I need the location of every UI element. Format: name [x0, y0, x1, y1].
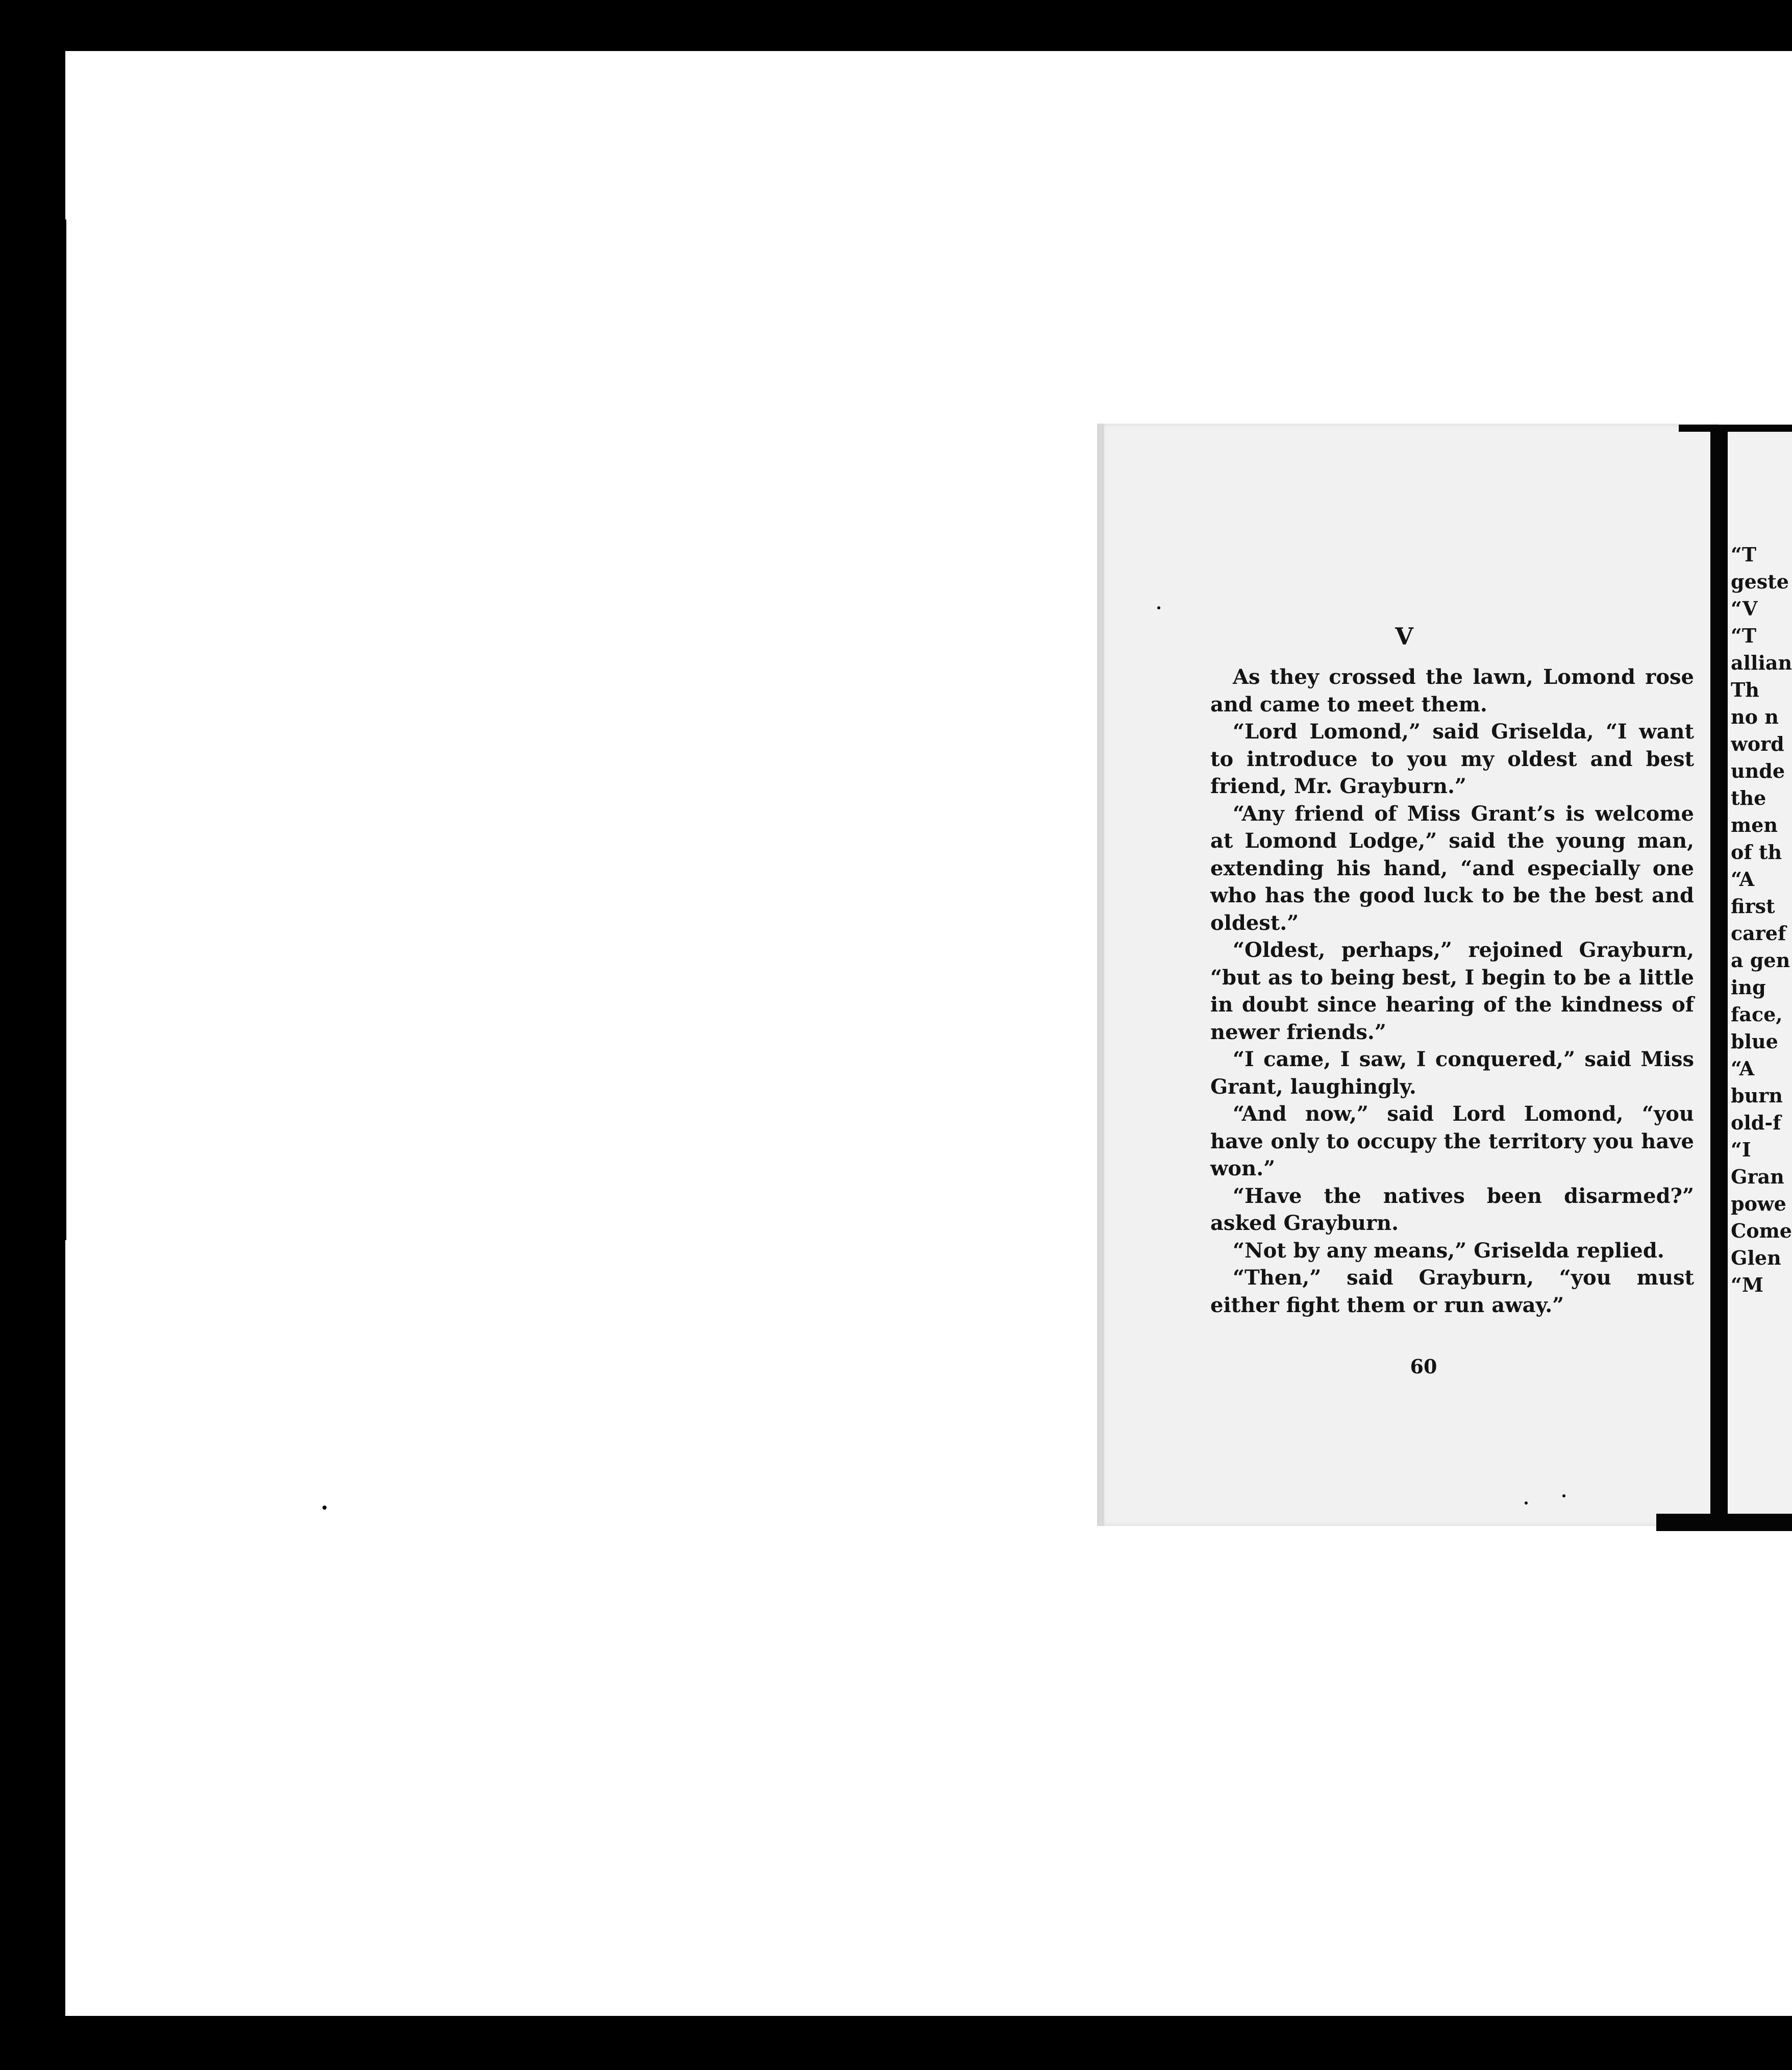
text-fragment: geste: [1731, 570, 1789, 593]
text-fragment: Glen: [1731, 1246, 1781, 1269]
text-fragment: unde: [1731, 759, 1785, 782]
paragraph: As they crossed the lawn, Lomond rose and came to meet them.: [1210, 665, 1694, 717]
paragraph: “And now,” said Lord Lomond, “you have only to occupy the territory you have won.”: [1210, 1102, 1694, 1180]
text-fragment: “V: [1731, 597, 1758, 620]
paragraph: “Any friend of Miss Grant’s is welcome at Lomond Lodge,” said the young man, extending his hand, “and especially one who has the good luck to be the best and oldest.”: [1210, 801, 1694, 935]
text-fragment: “T: [1731, 543, 1757, 566]
text-fragment: caref: [1731, 922, 1786, 945]
page-number: 60: [1410, 1355, 1437, 1378]
text-fragment: ing: [1731, 976, 1766, 999]
text-fragment: blue: [1731, 1030, 1778, 1053]
text-fragment: “I: [1731, 1138, 1751, 1161]
text-fragment: powe: [1731, 1192, 1786, 1215]
scan-speck: [322, 1506, 327, 1510]
scan-border-bottom: [0, 2016, 1792, 2041]
paragraph: “Oldest, perhaps,” rejoined Grayburn, “but as to being best, I begin to be a little in doubt since hearing of the kindness of newer friends.”: [1210, 938, 1694, 1044]
text-fragment: old-f: [1731, 1111, 1781, 1134]
text-fragment: Come: [1731, 1219, 1792, 1242]
paragraph: “Then,” said Grayburn, “you must either fight them or run away.”: [1210, 1266, 1694, 1317]
text-fragment: a gen: [1731, 949, 1790, 972]
text-fragment: first: [1731, 895, 1775, 918]
right-page-text: [1731, 541, 1792, 1298]
text-fragment: “M: [1731, 1273, 1763, 1296]
scan-speck: [1157, 606, 1160, 609]
chapter-heading: V: [1395, 623, 1413, 650]
left-page-text: [1210, 663, 1694, 1319]
scan-speck: [1562, 1494, 1565, 1497]
text-fragment: no n: [1731, 705, 1779, 728]
book-spine-bottom: [1656, 1514, 1792, 1531]
text-fragment: burn: [1731, 1084, 1783, 1107]
scan-border-left: [60, 219, 66, 1240]
text-fragment: the: [1731, 786, 1766, 809]
text-fragment: Th: [1731, 678, 1759, 701]
text-fragment: “A: [1731, 868, 1755, 891]
text-fragment: “T: [1731, 624, 1757, 647]
paragraph: “Have the natives been disarmed?” asked Grayburn.: [1210, 1184, 1694, 1235]
text-fragment: “A: [1731, 1057, 1755, 1080]
paragraph: “I came, I saw, I conquered,” said Miss Grant, laughingly.: [1210, 1047, 1694, 1099]
text-fragment: of th: [1731, 841, 1782, 864]
text-fragment: word: [1731, 732, 1784, 755]
text-fragment: allian: [1731, 651, 1792, 674]
book-spine-top: [1679, 425, 1792, 432]
text-fragment: face,: [1731, 1003, 1783, 1026]
book-gutter: [1710, 425, 1728, 1524]
paragraph: “Not by any means,” Griselda replied.: [1233, 1238, 1664, 1263]
paragraph: “Lord Lomond,” said Griselda, “I want to introduce to you my oldest and best friend, Mr. Grayburn.”: [1210, 720, 1694, 798]
text-fragment: Gran: [1731, 1165, 1784, 1188]
scan-speck: [1525, 1501, 1528, 1505]
text-fragment: men: [1731, 814, 1778, 836]
